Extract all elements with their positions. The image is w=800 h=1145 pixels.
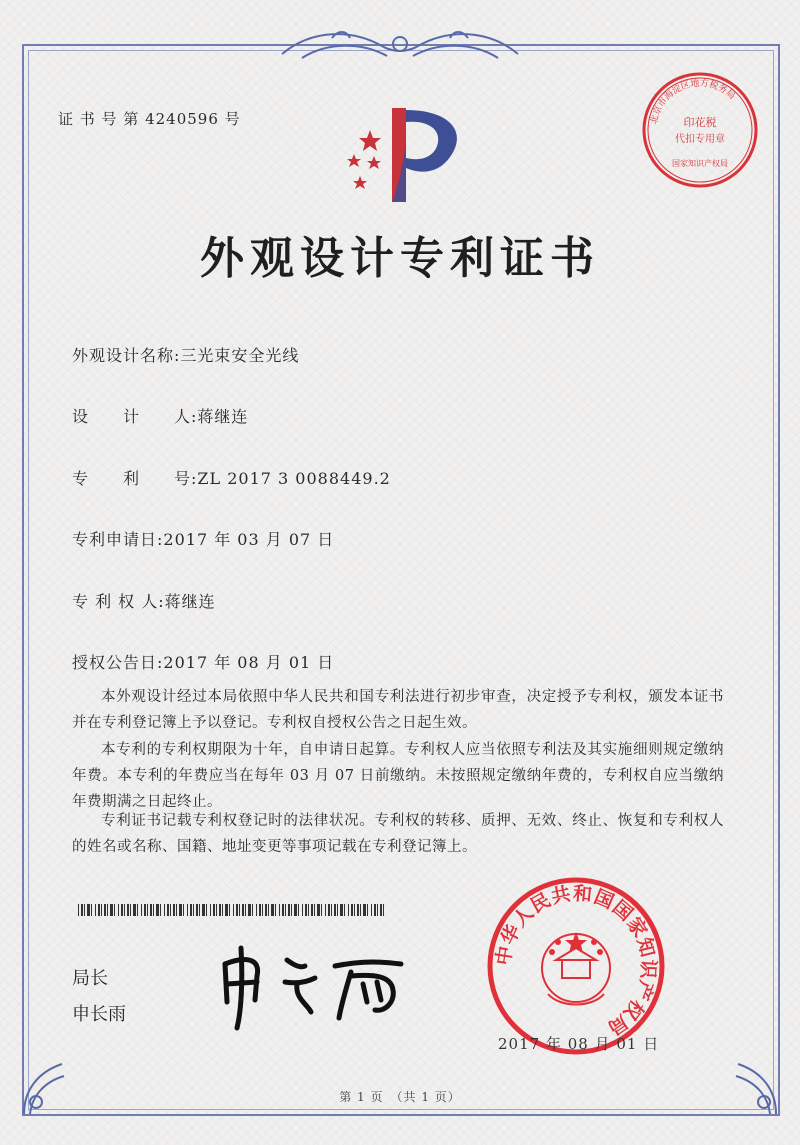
barcode-bar	[87, 904, 90, 916]
barcode-bar	[127, 904, 129, 916]
barcode-bar	[344, 904, 345, 916]
patent-office-logo-icon	[330, 102, 470, 212]
barcode-bar	[202, 904, 205, 916]
barcode-bar	[225, 904, 228, 916]
page-footer: 第 1 页 （共 1 页）	[339, 1090, 461, 1104]
barcode-bar	[173, 904, 175, 916]
barcode-bar	[236, 904, 238, 916]
barcode-bar	[337, 904, 338, 916]
tax-stamp-bottom: 国家知识产权局	[672, 159, 728, 168]
barcode-bar	[383, 904, 384, 916]
barcode-bar	[156, 904, 159, 916]
barcode-bar	[298, 904, 299, 916]
barcode-bar	[291, 904, 292, 916]
barcode-bar	[340, 904, 343, 916]
barcode-bar	[262, 904, 263, 916]
barcode-bar	[317, 904, 320, 916]
barcode-bar	[130, 904, 131, 916]
barcode-bar	[259, 904, 261, 916]
barcode-bar	[248, 904, 251, 916]
barcode-bar	[302, 904, 303, 916]
barcode-bar	[101, 904, 102, 916]
barcode-bar	[107, 904, 108, 916]
certificate-number: 证 书 号 第 4240596 号	[58, 110, 241, 128]
body-paragraph: 专利证书记载专利权登记时的法律状况。专利权的转移、质押、无效、终止、恢复和专利权人的姓名或名称、国籍、地址变更等事项记载在专利登记簿上。	[72, 813, 724, 855]
office-seal	[486, 876, 666, 1056]
patent-number-field	[72, 466, 391, 489]
barcode-bar	[245, 904, 246, 916]
barcode-bar	[348, 904, 349, 916]
barcode-bar	[314, 904, 315, 916]
bottom-left-ornament-icon	[18, 1050, 88, 1120]
barcode-bar	[190, 904, 192, 916]
barcode-bar	[98, 904, 100, 916]
barcode-bar	[222, 904, 223, 916]
barcode-bar	[377, 904, 378, 916]
barcode-bar	[118, 904, 119, 916]
designer-value: 蒋继连	[197, 407, 249, 426]
tax-stamp-line2: 代扣专用章	[675, 134, 725, 145]
barcode-bar	[150, 904, 152, 916]
barcode-bar	[239, 904, 240, 916]
barcode-bar	[114, 904, 115, 916]
design-name-label: 外观设计名称:	[72, 346, 181, 365]
barcode-bar	[308, 904, 309, 916]
seal-date: 2017 年 08 月 01 日	[498, 1035, 660, 1053]
barcode-bar	[321, 904, 322, 916]
barcode-bar	[147, 904, 148, 916]
top-ornament-icon	[272, 24, 528, 68]
barcode-bar	[141, 904, 142, 916]
barcode-bar	[229, 904, 230, 916]
tax-stamp-ring-text: 北京市海淀区地方税务局	[649, 78, 737, 126]
barcode-bar	[78, 904, 79, 916]
barcode	[78, 904, 388, 916]
barcode-bar	[206, 904, 207, 916]
barcode-bar	[110, 904, 113, 916]
patent-number-value: ZL 2017 3 0088449.2	[197, 469, 391, 488]
office-seal-ring-text: 中华人民共和国国家知识产权局	[492, 882, 660, 1040]
barcode-bar	[167, 904, 169, 916]
barcode-bar	[374, 904, 376, 916]
tax-stamp-line1: 印花税	[683, 116, 717, 129]
barcode-bar	[360, 904, 361, 916]
barcode-bar	[187, 904, 188, 916]
barcode-bar	[164, 904, 165, 916]
barcode-bar	[160, 904, 161, 916]
grant-date-field	[72, 650, 334, 673]
designer-label: 设 计 人:	[72, 407, 198, 426]
barcode-bar	[334, 904, 336, 916]
barcode-bar	[282, 904, 284, 916]
barcode-bar	[279, 904, 280, 916]
barcode-bar	[210, 904, 211, 916]
barcode-bar	[357, 904, 359, 916]
grant-date-label: 授权公告日:	[72, 653, 164, 672]
barcode-bar	[81, 904, 83, 916]
body-paragraph: 本外观设计经过本局依照中华人民共和国专利法进行初步审查，决定授予专利权，颁发本证书并在专利登记簿上予以登记。专利权自授权公告之日起生效。	[72, 689, 724, 731]
barcode-bar	[133, 904, 136, 916]
barcode-bar	[311, 904, 313, 916]
barcode-bar	[144, 904, 146, 916]
barcode-bar	[354, 904, 355, 916]
barcode-bar	[275, 904, 276, 916]
barcode-bar	[328, 904, 330, 916]
barcode-bar	[95, 904, 96, 916]
barcode-bar	[84, 904, 85, 916]
barcode-bar	[213, 904, 215, 916]
application-date-field	[72, 527, 334, 550]
barcode-bar	[288, 904, 290, 916]
barcode-bar	[325, 904, 326, 916]
barcode-bar	[271, 904, 274, 916]
barcode-bar	[137, 904, 138, 916]
barcode-bar	[331, 904, 332, 916]
barcode-bar	[252, 904, 253, 916]
grant-date-value: 2017 年 08 月 01 日	[163, 653, 335, 672]
designer-field	[72, 404, 248, 427]
signatory-position: 局长	[72, 968, 108, 989]
barcode-bar	[380, 904, 382, 916]
barcode-bar	[179, 904, 182, 916]
barcode-bar	[176, 904, 177, 916]
barcode-bar	[242, 904, 244, 916]
barcode-bar	[183, 904, 184, 916]
patentee-value: 蒋继连	[164, 592, 216, 611]
barcode-bar	[351, 904, 353, 916]
barcode-bar	[153, 904, 154, 916]
tax-stamp-seal	[640, 70, 760, 190]
barcode-bar	[363, 904, 366, 916]
barcode-bar	[216, 904, 217, 916]
barcode-bar	[199, 904, 200, 916]
barcode-bar	[367, 904, 368, 916]
barcode-bar	[233, 904, 234, 916]
barcode-bar	[196, 904, 198, 916]
barcode-bar	[268, 904, 269, 916]
barcode-bar	[285, 904, 286, 916]
application-date-label: 专利申请日:	[72, 530, 164, 549]
body-paragraph: 本专利的专利权期限为十年，自申请日起算。专利权人应当依照专利法及其实施细则规定缴纳年费。本专利的年费应当在每年 03 月 07 日前缴纳。未按照规定缴纳年费的，专利权自应当缴纳年费期满之日起终止。	[72, 742, 724, 810]
barcode-bar	[256, 904, 257, 916]
barcode-bar	[121, 904, 123, 916]
barcode-bar	[91, 904, 92, 916]
barcode-bar	[104, 904, 106, 916]
patentee-label: 专 利 权 人:	[72, 592, 165, 611]
barcode-bar	[124, 904, 125, 916]
barcode-bar	[265, 904, 267, 916]
page-title: 外观设计专利证书	[200, 233, 600, 284]
barcode-bar	[170, 904, 171, 916]
design-name-field	[72, 343, 299, 366]
patentee-field	[72, 589, 216, 612]
barcode-bar	[219, 904, 221, 916]
signatory-name: 申长雨	[72, 1004, 126, 1025]
barcode-bar	[294, 904, 297, 916]
barcode-bar	[371, 904, 372, 916]
signature-image	[215, 942, 415, 1032]
barcode-bar	[193, 904, 194, 916]
patent-number-label: 专 利 号:	[72, 469, 198, 488]
application-date-value: 2017 年 03 月 07 日	[163, 530, 335, 549]
bottom-right-ornament-icon	[712, 1050, 782, 1120]
design-name-value: 三光束安全光线	[180, 346, 300, 365]
barcode-bar	[305, 904, 307, 916]
